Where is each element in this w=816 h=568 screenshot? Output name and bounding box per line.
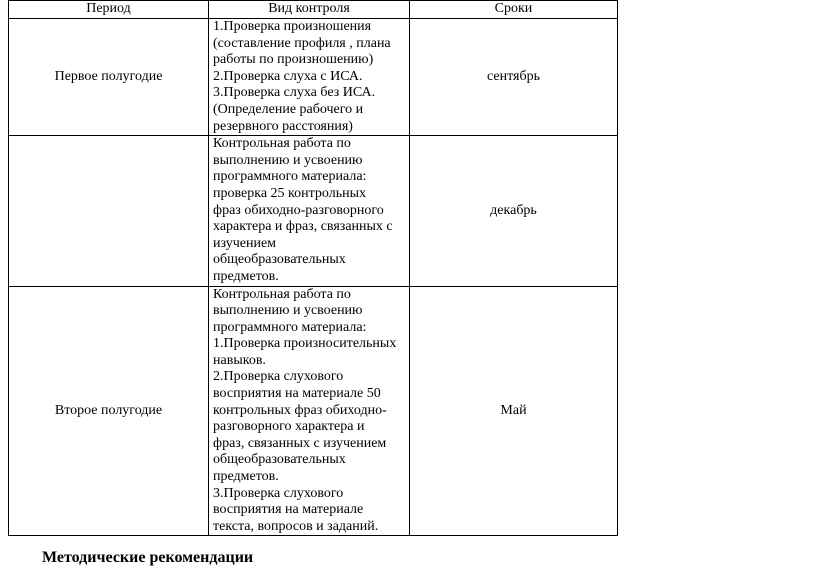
control-text-line: 2.Проверка слухового	[213, 369, 344, 385]
control-text-line: (Определение рабочего и	[213, 101, 364, 117]
control-text-line: 1.Проверка произносительных	[213, 336, 397, 352]
control-text-line: изучением	[213, 235, 277, 251]
table-row	[9, 286, 618, 536]
period-empty	[9, 136, 209, 286]
header-period: Период	[9, 1, 209, 19]
control-text-line: 2.Проверка слуха с ИСА.	[213, 68, 363, 84]
term-cell: декабрь	[410, 136, 618, 286]
control-text-line: характера и фраз, связанных с	[213, 219, 393, 235]
control-text-line: разговорного характера и	[213, 419, 365, 435]
period-second-half: Второе полугодие	[9, 286, 209, 536]
control-schedule-table	[8, 0, 618, 536]
period-first-half: Первое полугодие	[9, 19, 209, 136]
control-text-line: текста, вопросов и заданий.	[213, 518, 379, 534]
header-control-type: Вид контроля	[209, 1, 410, 19]
control-text-line: 3.Проверка слуха без ИСА.	[213, 85, 376, 101]
control-cell	[209, 136, 410, 286]
control-text-line: контрольных фраз обиходно-	[213, 402, 387, 418]
control-text-line: программного материала:	[213, 319, 367, 335]
control-cell	[209, 286, 410, 536]
control-text-line: выполнению и усвоению	[213, 303, 363, 319]
control-cell	[209, 19, 410, 136]
control-text-line: программного материала:	[213, 169, 367, 185]
control-text-line: проверка 25 контрольных	[213, 185, 366, 201]
table-header-row	[9, 1, 618, 19]
term-cell: сентябрь	[410, 19, 618, 136]
control-text-line: навыков.	[213, 352, 266, 368]
control-text-line: Контрольная работа по	[213, 286, 351, 302]
control-text-line: 1.Проверка произношения	[213, 19, 372, 34]
section-heading: Методические рекомендации	[42, 549, 254, 566]
control-text-line: общеобразовательных	[213, 452, 346, 468]
table-row	[9, 19, 618, 136]
control-text-line: предметов.	[213, 469, 279, 485]
control-text-line: предметов.	[213, 268, 279, 284]
control-text-line: фраз обиходно-разговорного	[213, 202, 384, 218]
control-text-line: (составление профиля , плана	[213, 35, 391, 51]
control-text-line: фраз, связанных с изучением	[213, 435, 387, 451]
control-text-line: восприятия на материале 50	[213, 386, 381, 402]
control-text-line: восприятия на материале	[213, 502, 364, 518]
term-cell: Май	[410, 286, 618, 536]
control-text-line: резервного расстояния)	[213, 118, 353, 134]
control-text-line: Контрольная работа по	[213, 136, 351, 152]
control-text-line: работы по произношению)	[213, 52, 374, 68]
table-row	[9, 136, 618, 286]
control-text-line: общеобразовательных	[213, 252, 346, 268]
control-text-line: 3.Проверка слухового	[213, 485, 344, 501]
control-text-line: выполнению и усвоению	[213, 152, 363, 168]
header-term: Сроки	[410, 1, 618, 19]
